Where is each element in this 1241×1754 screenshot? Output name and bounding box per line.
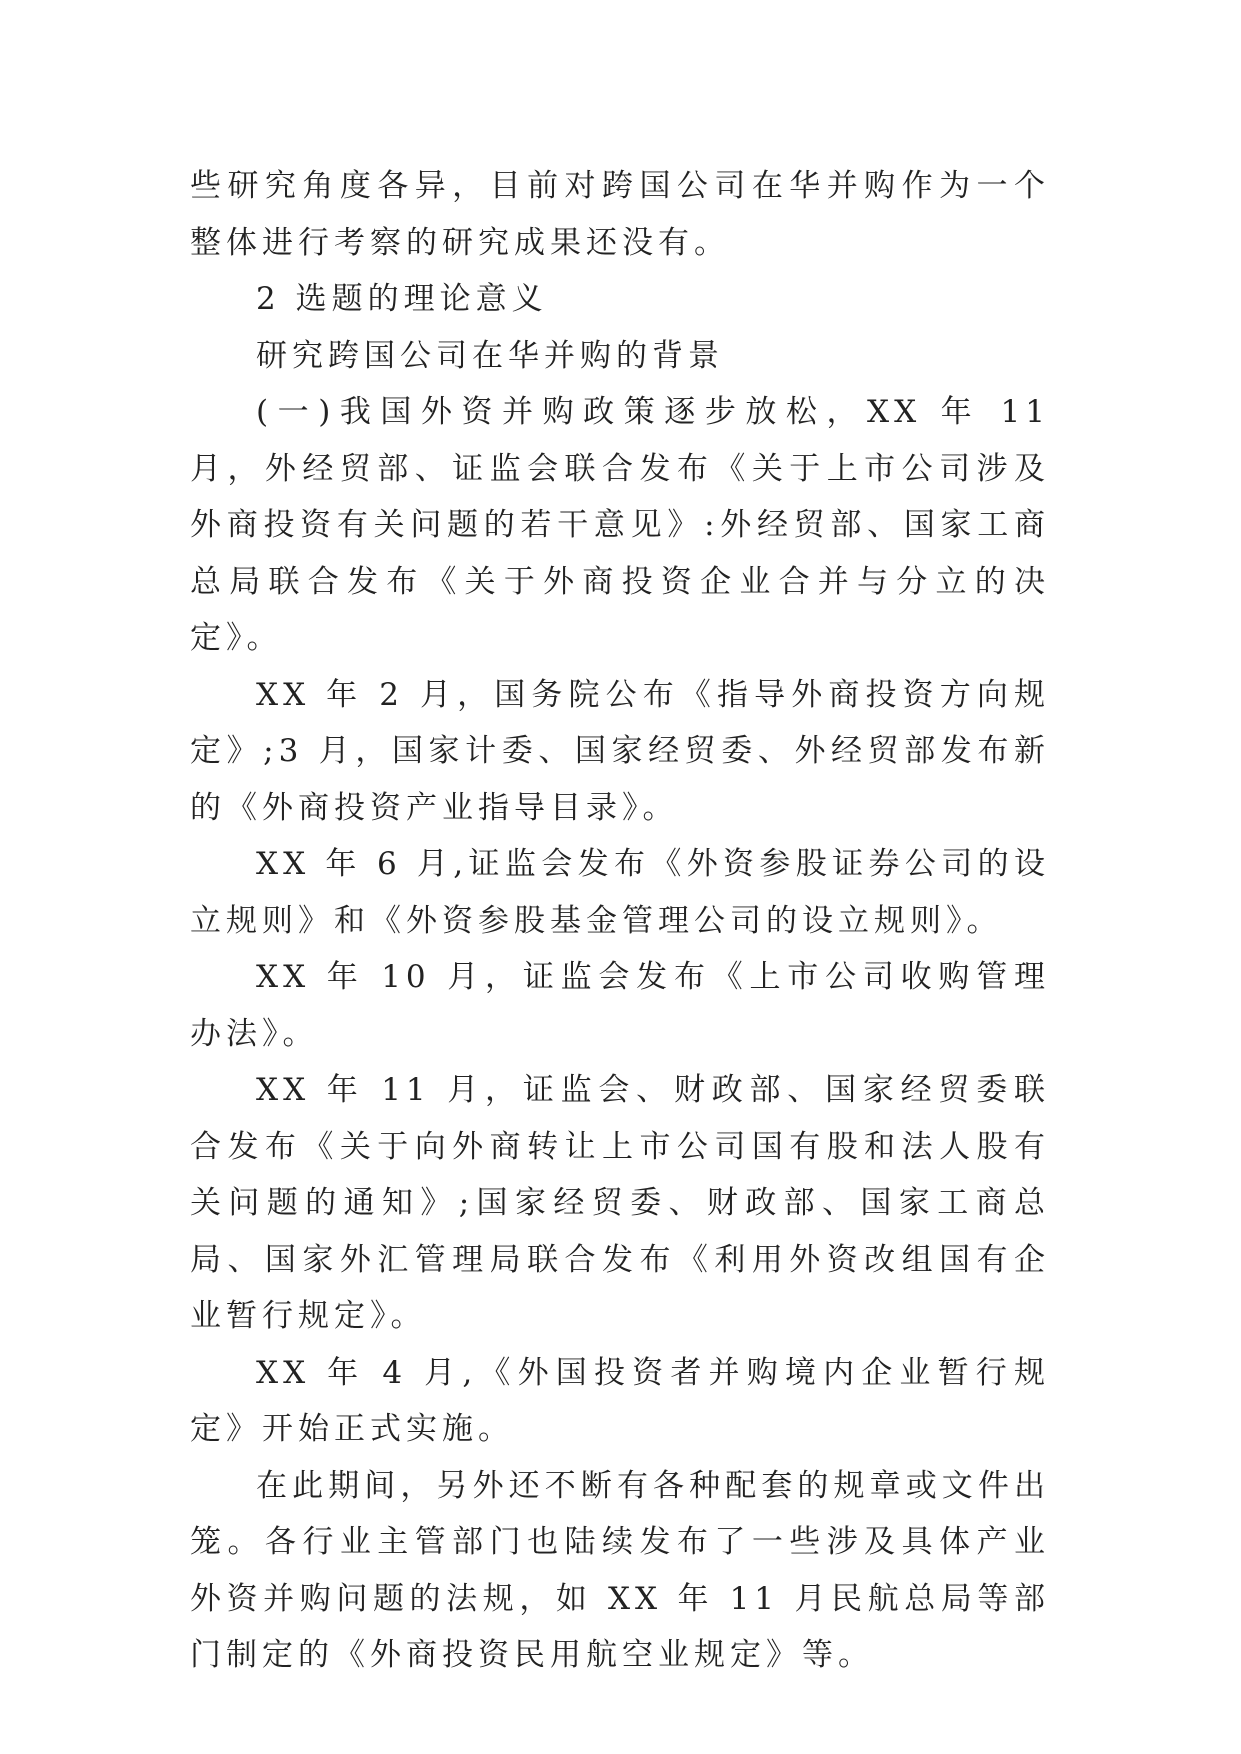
paragraph-april-implementation: XX 年 4 月,《外国投资者并购境内企业暂行规定》开始正式实施。: [190, 1354, 1050, 1447]
paragraph-october-measures: XX 年 10 月，证监会发布《上市公司收购管理办法》。: [190, 959, 1050, 1052]
paragraph-1: 些研究角度各异，目前对跨国公司在华并购作为一个整体进行考察的研究成果还没有。: [190, 168, 1050, 261]
subheading-research-background: 研究跨国公司在华并购的背景: [256, 337, 724, 374]
paragraph-february-regulation: XX 年 2 月，国务院公布《指导外商投资方向规定》;3 月，国家计委、国家经贸委、外经贸部发布新的《外商投资产业指导目录》。: [190, 676, 1050, 826]
paragraph-june-rules: XX 年 6 月,证监会发布《外资参股证券公司的设立规则》和《外资参股基金管理公司的设立规则》。: [190, 846, 1050, 939]
paragraph-supporting-regulations: 在此期间，另外还不断有各种配套的规章或文件出笼。各行业主管部门也陆续发布了一些涉及具体产业外资并购问题的法规，如 XX 年 11 月民航总局等部门制定的《外商投资民用航空业规定》等。: [190, 1467, 1050, 1673]
paragraph-policy-relaxation: (一)我国外资并购政策逐步放松，XX 年 11 月，外经贸部、证监会联合发布《关于上市公司涉及外商投资有关问题的若干意见》:外经贸部、国家工商总局联合发布《关于外商投资企业合并与分立的决定》。: [190, 394, 1050, 656]
paragraph-november-notice: XX 年 11 月，证监会、财政部、国家经贸委联合发布《关于向外商转让上市公司国有股和法人股有关问题的通知》;国家经贸委、财政部、国家工商总局、国家外汇管理局联合发布《利用外资改组国有企业暂行规定》。: [190, 1072, 1050, 1334]
document-body: [190, 158, 1050, 1684]
section-heading-theoretical-significance: 2 选题的理论意义: [256, 281, 548, 317]
